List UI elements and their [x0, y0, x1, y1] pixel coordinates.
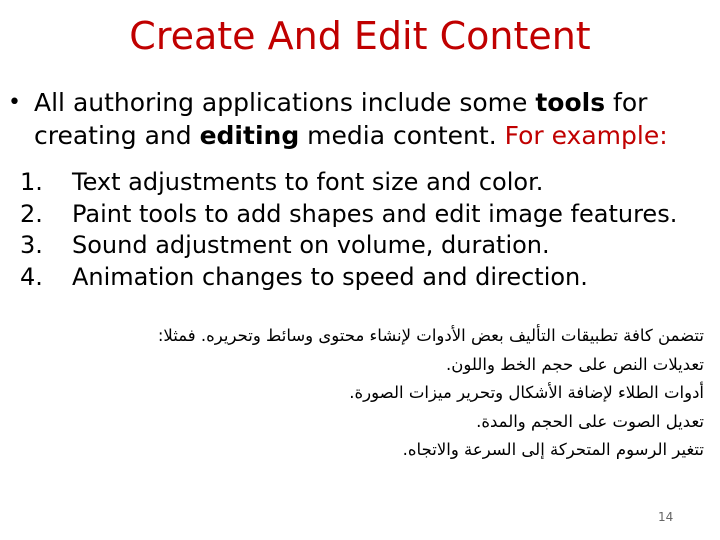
list-item	[20, 262, 710, 294]
list-number: 4.	[20, 262, 43, 291]
slide-title: Create And Edit Content	[129, 14, 591, 58]
bullet-text-part: for creating and	[34, 88, 648, 150]
arabic-translation	[14, 322, 704, 465]
list-text: Animation changes to speed and direction.	[72, 262, 588, 291]
arabic-line: تعديلات النص على حجم الخط واللون.	[446, 354, 704, 374]
list-number: 2.	[20, 199, 43, 228]
bullet-text	[34, 86, 708, 152]
arabic-line: تتضمن كافة تطبيقات التأليف بعض الأدوات لإنشاء محتوى وسائط وتحريره. فمثلا:	[157, 326, 704, 345]
list-text: Text adjustments to font size and color.	[72, 168, 544, 196]
bullet-bold-tools: tools	[535, 88, 606, 117]
list-number: 3.	[20, 231, 43, 259]
arabic-line: أدوات الطلاء لإضافة الأشكال وتحرير ميزات الصورة.	[349, 383, 704, 402]
list-item	[20, 167, 710, 199]
arabic-line: تتغير الرسوم المتحركة إلى السرعة والاتجاه.	[402, 440, 704, 459]
numbered-list	[20, 167, 710, 293]
bullet-marker: •	[8, 90, 21, 115]
list-item	[20, 230, 710, 262]
main-bullet	[8, 86, 708, 152]
bullet-text-part: All authoring applications include some	[34, 88, 536, 117]
list-text: Sound adjustment on volume, duration.	[72, 231, 550, 259]
arabic-line: تعديل الصوت على الحجم والمدة.	[476, 411, 704, 431]
bullet-highlight: For example:	[504, 121, 668, 150]
list-text: Paint tools to add shapes and edit image features.	[72, 199, 678, 228]
list-number: 1.	[20, 168, 43, 196]
page-number: 14	[658, 510, 674, 524]
list-item	[20, 199, 710, 231]
bullet-bold-editing: editing	[199, 121, 300, 150]
bullet-text-part: media content.	[299, 121, 505, 150]
